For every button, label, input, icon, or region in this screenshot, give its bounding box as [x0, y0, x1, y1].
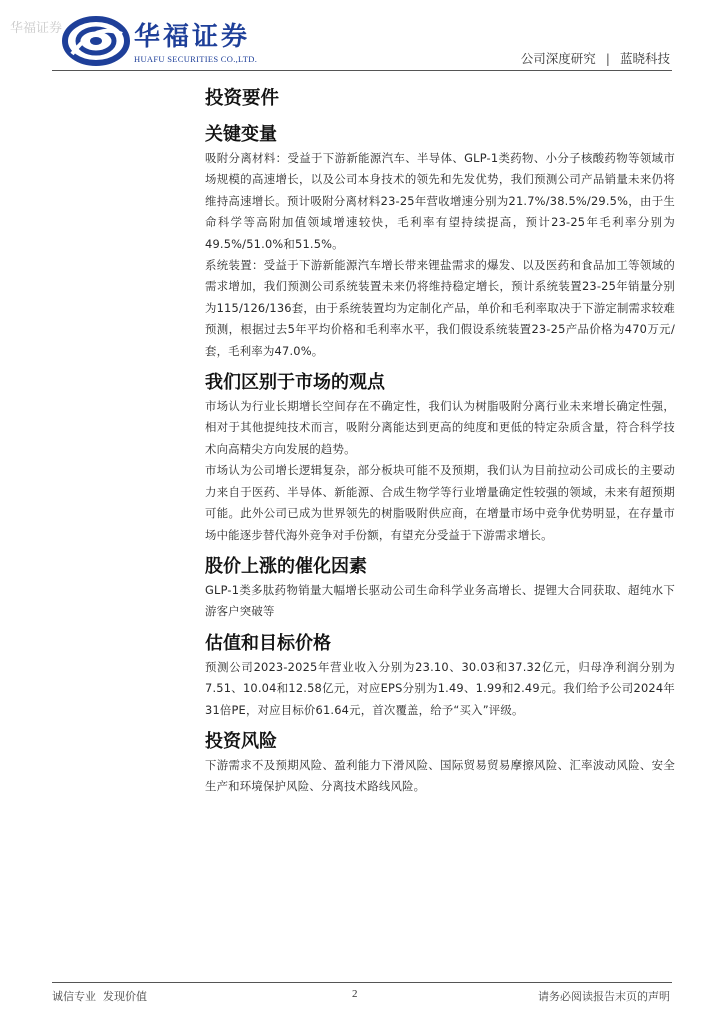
- section-heading-catalysts: 股价上涨的催化因素: [205, 555, 367, 577]
- section-heading-risks: 投资风险: [205, 730, 277, 752]
- page-number: 2: [352, 988, 358, 1000]
- paragraph: GLP-1类多肽药物销量大幅增长驱动公司生命科学业务高增长、提锂大合同获取、超纯水下游客户突破等: [205, 582, 675, 619]
- paragraph: 下游需求不及预期风险、盈利能力下滑风险、国际贸易贸易摩擦风险、汇率波动风险、安全生产和环境保护风险、分离技术路线风险。: [205, 757, 675, 794]
- section-heading-key-variables: 关键变量: [205, 124, 277, 145]
- logo-name-en: HUAFU SECURITIES CO.,LTD.: [134, 54, 258, 64]
- report-type: 公司深度研究: [520, 51, 596, 66]
- footer-disclaimer: 请务必阅读报告末页的声明: [538, 990, 670, 1003]
- section-heading-valuation: 估值和目标价格: [205, 632, 331, 654]
- logo-name-cn: 华福证券: [134, 22, 251, 52]
- paragraph: 市场认为行业长期增长空间存在不确定性，我们认为树脂吸附分离行业未来增长确定性强，相对于其他提纯技术而言，吸附分离能达到更高的纯度和更低的特定杂质含量，符合科学技术向高精尖方向发展的趋势。: [205, 399, 675, 456]
- company-logo: [62, 14, 272, 70]
- footer-divider: [52, 982, 672, 983]
- page-title: 投资要件: [205, 88, 280, 109]
- company-name: 蓝晓科技: [619, 51, 670, 66]
- paragraph: 市场认为公司增长逻辑复杂，部分板块可能不及预期，我们认为目前拉动公司成长的主要动力来自于医药、半导体、新能源、合成生物学等行业增量确定性较强的领域，未来有超预期可能。此外公司已成为世界领先的树脂吸附供应商，在增量市场中竞争优势明显，在存量市场中能逐步替代海外竞争对手份额，有望充分受益于下游需求增长。: [205, 463, 675, 542]
- footer-slogan: 诚信专业 发现价值: [52, 990, 147, 1003]
- paragraph: 吸附分离材料：受益于下游新能源汽车、半导体、GLP-1类药物、小分子核酸药物等领域市场规模的高速增长，以及公司本身技术的领先和先发优势，我们预测公司产品销量未来仍将维持高速增长。预计吸附分离材料23-25年营收增速分别为21.7%/38.5%/29.5%，由于生命科学等高附加值领域增速较快，毛利率有望持续提高，预计23-25年毛利率分别为49.5%/51.0%和51.5%。: [205, 151, 675, 251]
- paragraph: 预测公司2023-2025年营业收入分别为23.10、30.03和37.32亿元，归母净利润分别为7.51、10.04和12.58亿元，对应EPS分别为1.49、1.99和2.49元。我们给予公司2024年31倍PE，对应目标价61.64元，首次覆盖，给予“买入”评级。: [205, 659, 675, 717]
- paragraph: 系统装置：受益于下游新能源汽车增长带来锂盐需求的爆发、以及医药和食品加工等领域的需求增加，我们预测公司系统装置未来仍将维持稳定增长，预计系统装置23-25年销量分别为115/126/136套，由于系统装置均为定制化产品，单价和毛利率取决于下游定制需求较难预测，根据过去5年平均价格和毛利率水平，我们假设系统装置23-25产品价格为470万元/套，毛利率为47.0%。: [205, 258, 675, 358]
- header-divider: [52, 70, 672, 71]
- header-separator: |: [605, 51, 610, 66]
- report-body: [205, 86, 675, 798]
- watermark-text: 华福证券: [10, 21, 63, 36]
- section-heading-our-view: 我们区别于市场的观点: [205, 372, 385, 394]
- logo-emblem-icon: [62, 14, 130, 68]
- header-meta: [521, 49, 670, 67]
